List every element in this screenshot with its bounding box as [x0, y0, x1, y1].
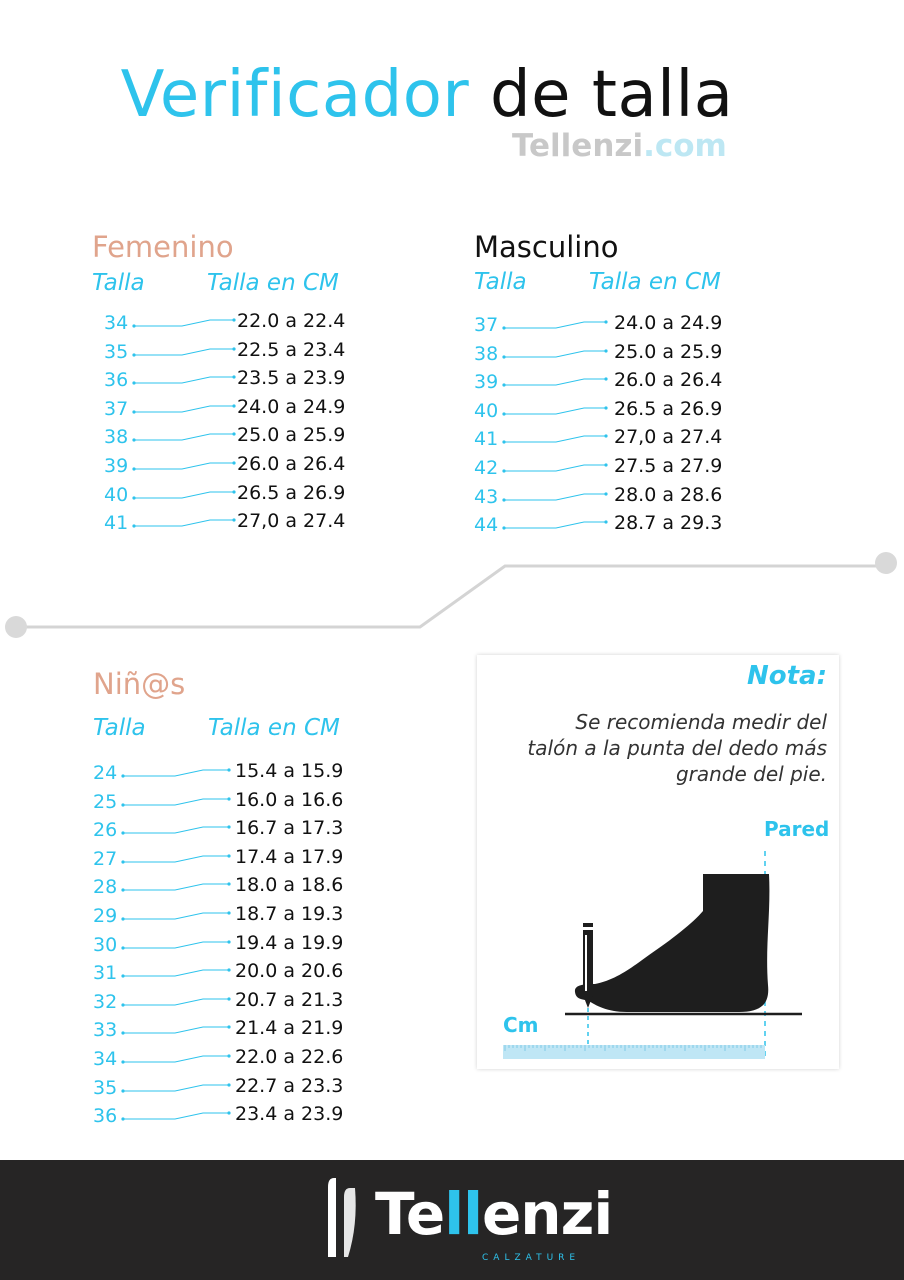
- site-tld: .com: [643, 128, 727, 164]
- size-value: 40: [474, 399, 499, 422]
- cm-range: 26.5 a 26.9: [237, 481, 346, 504]
- cm-range: 25.0 a 25.9: [614, 340, 723, 363]
- size-value: 30: [93, 933, 118, 956]
- cm-range: 17.4 a 17.9: [235, 845, 344, 868]
- note-text: Se recomienda medir del talón a la punta del dedo más grande del pie.: [527, 710, 827, 786]
- size-row: [93, 1103, 393, 1131]
- size-row: [93, 960, 393, 988]
- size-value: 36: [93, 1105, 118, 1128]
- femenino-col-cm: Talla en CM: [207, 270, 339, 296]
- size-row: [93, 1046, 393, 1074]
- connector-line: [121, 760, 239, 788]
- size-value: 41: [104, 512, 129, 535]
- femenino-col-size: Talla: [92, 270, 145, 296]
- connector-line: [121, 1046, 239, 1074]
- size-value: 32: [93, 990, 118, 1013]
- size-row: [93, 989, 393, 1017]
- title-de-talla: de talla: [490, 58, 734, 132]
- cm-range: 23.5 a 23.9: [237, 367, 346, 390]
- connector-line: [121, 960, 239, 988]
- cm-range: 18.7 a 19.3: [235, 903, 344, 925]
- connector-line: [121, 1017, 239, 1045]
- brand-mid: ll: [444, 1180, 482, 1248]
- cm-range: 24.0 a 24.9: [614, 312, 723, 334]
- size-value: 40: [104, 483, 129, 506]
- connector-line: [121, 1075, 239, 1103]
- masculino-col-cm: Talla en CM: [589, 269, 721, 295]
- cm-range: 26.0 a 26.4: [614, 369, 723, 392]
- size-value: 37: [474, 314, 499, 336]
- cm-range: 24.0 a 24.9: [237, 395, 346, 418]
- cm-range: 22.0 a 22.4: [237, 310, 346, 332]
- brand-post: enzi: [481, 1180, 613, 1248]
- size-value: 28: [93, 876, 118, 899]
- site-brand: Tellenzi: [512, 128, 644, 164]
- brand-logo-icon: [322, 1175, 366, 1265]
- ruler-label: Cm: [503, 1013, 539, 1037]
- masculino-col-size: Talla: [474, 269, 527, 295]
- cm-range: 16.0 a 16.6: [235, 788, 344, 811]
- cm-range: 28.7 a 29.3: [614, 512, 723, 535]
- cm-range: 21.4 a 21.9: [235, 1017, 344, 1040]
- connector-line: [121, 846, 239, 874]
- brand-name: [375, 1180, 612, 1248]
- size-row: [93, 760, 393, 788]
- size-row: [93, 874, 393, 902]
- cm-range: 20.7 a 21.3: [235, 988, 344, 1011]
- size-value: 38: [474, 342, 499, 365]
- size-value: 34: [104, 312, 129, 334]
- wall-label: Pared: [764, 817, 830, 841]
- size-value: 36: [104, 369, 129, 392]
- connector-line: [121, 1103, 239, 1131]
- size-value: 37: [104, 397, 129, 420]
- size-value: 29: [93, 905, 118, 927]
- size-value: 27: [93, 847, 118, 870]
- cm-range: 26.5 a 26.9: [614, 397, 723, 420]
- size-row: [93, 846, 393, 874]
- cm-range: 22.7 a 23.3: [235, 1074, 344, 1097]
- foot-measure-illustration: [477, 655, 839, 1069]
- size-value: 39: [104, 455, 129, 477]
- cm-range: 25.0 a 25.9: [237, 424, 346, 447]
- cm-range: 18.0 a 18.6: [235, 874, 344, 897]
- size-value: 31: [93, 962, 118, 985]
- connector-line: [121, 789, 239, 817]
- cm-range: 19.4 a 19.9: [235, 931, 344, 954]
- note-title: Nota:: [747, 661, 827, 691]
- cm-range: 28.0 a 28.6: [614, 483, 723, 506]
- brand-subtitle: CALZATURE: [482, 1253, 581, 1263]
- cm-range: 15.4 a 15.9: [235, 760, 344, 782]
- connector-line: [121, 932, 239, 960]
- size-value: 44: [474, 514, 499, 537]
- cm-range: 27,0 a 27.4: [614, 426, 723, 449]
- cm-range: 27.5 a 27.9: [614, 455, 723, 477]
- size-value: 34: [93, 1048, 118, 1070]
- note-card: [477, 655, 839, 1069]
- size-value: 33: [93, 1019, 118, 1042]
- size-value: 25: [93, 790, 118, 813]
- size-value: 42: [474, 457, 499, 479]
- size-row: [93, 789, 393, 817]
- cm-range: 22.0 a 22.6: [235, 1046, 344, 1068]
- size-value: 39: [474, 371, 499, 394]
- brand-pre: Te: [375, 1180, 445, 1248]
- size-value: 35: [104, 340, 129, 363]
- size-value: 38: [104, 426, 129, 449]
- size-value: 43: [474, 485, 499, 508]
- cm-range: 23.4 a 23.9: [235, 1103, 344, 1126]
- title-verificador: Verificador: [120, 58, 470, 132]
- size-value: 26: [93, 819, 118, 842]
- ninos-col-size: Talla: [93, 715, 146, 741]
- cm-range: 20.0 a 20.6: [235, 960, 344, 983]
- masculino-title: Masculino: [474, 230, 619, 264]
- cm-range: 16.7 a 17.3: [235, 817, 344, 840]
- size-row: [93, 1017, 393, 1045]
- size-value: 41: [474, 428, 499, 451]
- femenino-title: Femenino: [92, 230, 234, 264]
- cm-range: 26.0 a 26.4: [237, 453, 346, 475]
- connector-line: [121, 817, 239, 845]
- size-row: [93, 932, 393, 960]
- connector-line: [121, 903, 239, 931]
- connector-line: [121, 989, 239, 1017]
- connector-line: [121, 874, 239, 902]
- pencil-icon: [583, 923, 593, 1008]
- size-value: 35: [93, 1076, 118, 1099]
- size-row: [93, 903, 393, 931]
- cm-range: 27,0 a 27.4: [237, 510, 346, 533]
- size-value: 24: [93, 762, 118, 784]
- ninos-col-cm: Talla en CM: [208, 715, 340, 741]
- size-row: [93, 817, 393, 845]
- foot-icon: [575, 874, 769, 1012]
- cm-range: 22.5 a 23.4: [237, 338, 346, 361]
- size-row: [93, 1075, 393, 1103]
- ruler: [503, 1045, 765, 1059]
- ninos-title: Niñ@s: [93, 667, 186, 701]
- footer-bar: [0, 1160, 904, 1280]
